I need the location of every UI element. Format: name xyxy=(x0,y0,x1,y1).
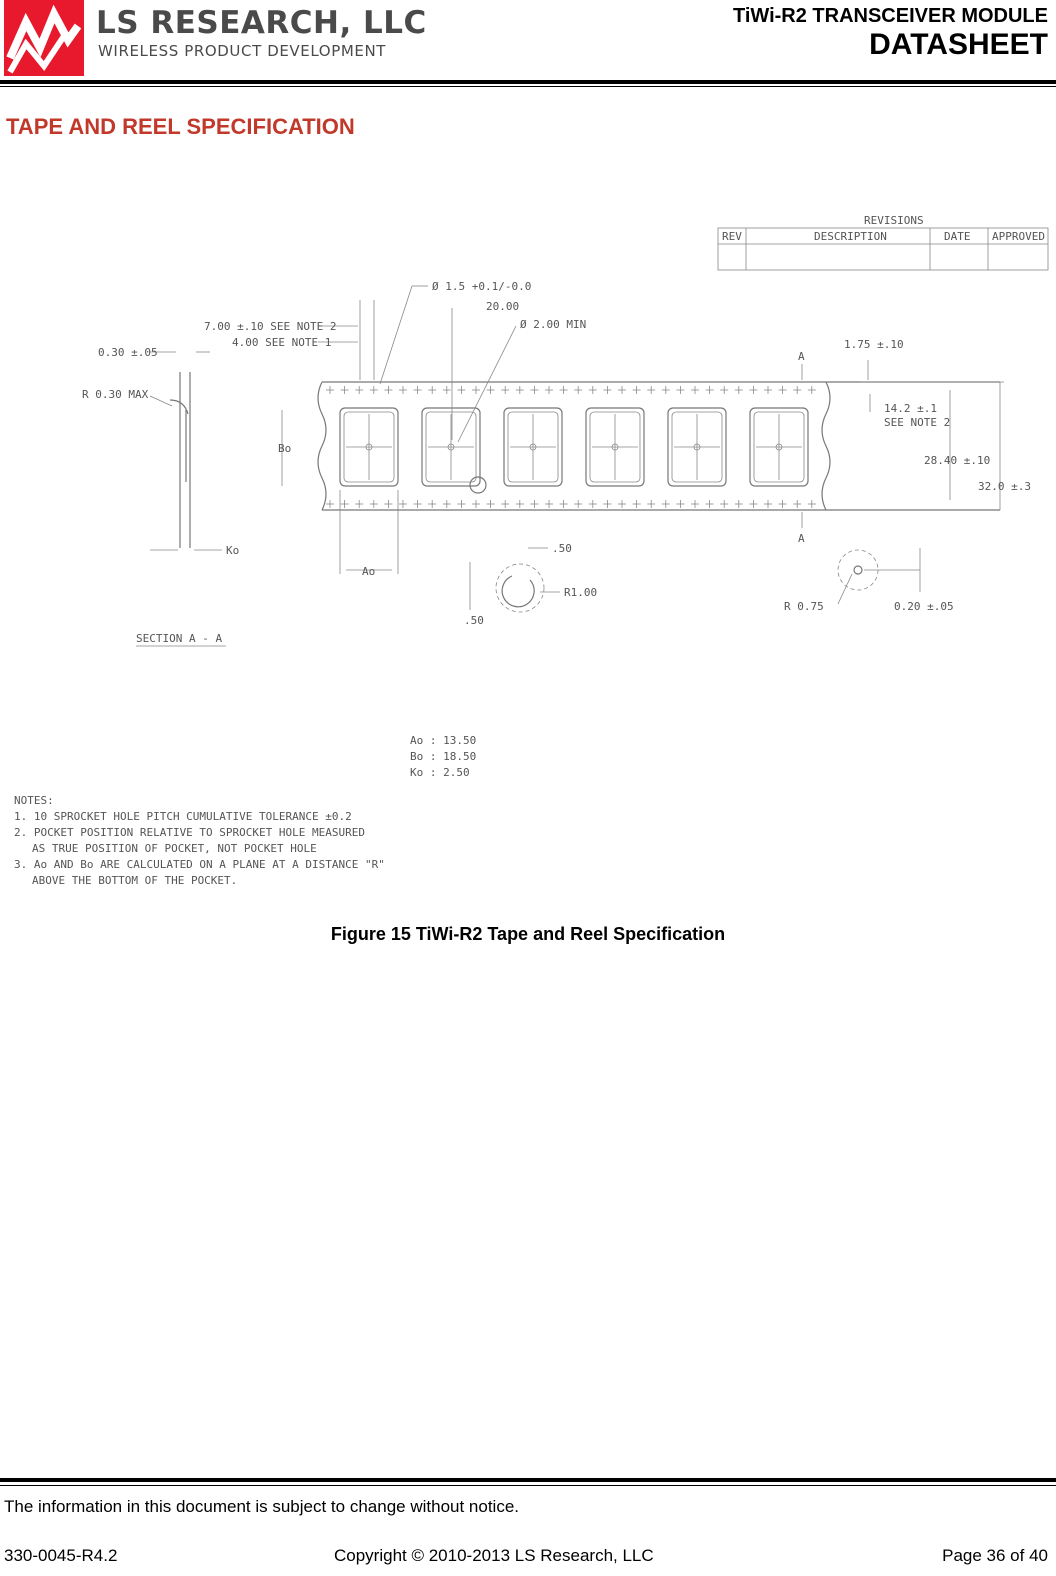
dim-radius-max: R 0.30 MAX xyxy=(82,388,149,401)
sprocket-hole xyxy=(414,386,422,394)
sprocket-hole xyxy=(618,500,626,508)
sprocket-hole xyxy=(487,386,495,394)
sprocket-hole xyxy=(603,500,611,508)
doc-number: 330-0045-R4.2 xyxy=(4,1546,118,1565)
sprocket-hole xyxy=(457,386,465,394)
section-label: SECTION A - A xyxy=(136,632,223,645)
sprocket-hole xyxy=(472,500,480,508)
sprocket-hole xyxy=(530,386,538,394)
pockets xyxy=(340,408,808,486)
sprocket-hole xyxy=(764,500,772,508)
dim-0-20: 0.20 ±.05 xyxy=(894,600,954,613)
sprocket-hole xyxy=(676,500,684,508)
section-profile xyxy=(82,346,239,646)
sprocket-hole xyxy=(443,386,451,394)
sprocket-hole xyxy=(560,500,568,508)
sprocket-hole xyxy=(706,500,714,508)
dim-32: 32.0 ±.3 xyxy=(978,480,1031,493)
rev-col: REV xyxy=(722,230,742,243)
notes-title: NOTES: xyxy=(14,794,54,807)
sprocket-hole xyxy=(720,500,728,508)
sprocket-hole xyxy=(428,386,436,394)
page-number: Page 36 of 40 xyxy=(942,1546,1048,1565)
value-ko: Ko : 2.50 xyxy=(410,766,470,779)
dim-14-2: 14.2 ±.1 xyxy=(884,402,937,415)
sprocket-hole xyxy=(399,386,407,394)
approved-col: APPROVED xyxy=(992,230,1045,243)
pocket xyxy=(586,408,644,486)
sprocket-hole xyxy=(355,500,363,508)
dim-r075: R 0.75 xyxy=(784,600,824,613)
sprocket-hole xyxy=(341,500,349,508)
sprocket-hole xyxy=(370,386,378,394)
sprocket-hole xyxy=(341,386,349,394)
description-col: DESCRIPTION xyxy=(814,230,887,243)
note-2: 2. POCKET POSITION RELATIVE TO SPROCKET HOLE MEASURED xyxy=(14,826,365,839)
date-col: DATE xyxy=(944,230,971,243)
sprocket-hole xyxy=(545,500,553,508)
section-heading: TAPE AND REEL SPECIFICATION xyxy=(6,114,355,139)
header-rule xyxy=(0,80,1056,84)
dim-note2: SEE NOTE 2 xyxy=(884,416,951,429)
note-1: 1. 10 SPROCKET HOLE PITCH CUMULATIVE TOLERANCE ±0.2 xyxy=(14,810,352,823)
dim-20: 20.00 xyxy=(486,300,520,313)
pocket xyxy=(422,408,480,486)
sprocket-hole xyxy=(779,500,787,508)
sprocket-hole xyxy=(647,500,655,508)
company-tagline: WIRELESS PRODUCT DEVELOPMENT xyxy=(98,42,387,60)
sprocket-hole xyxy=(545,386,553,394)
sprocket-hole xyxy=(516,500,524,508)
note-3-cont: ABOVE THE BOTTOM OF THE POCKET. xyxy=(32,874,238,887)
pocket xyxy=(504,408,562,486)
pocket xyxy=(668,408,726,486)
value-ao: Ao : 13.50 xyxy=(410,734,477,747)
sprocket-hole xyxy=(779,386,787,394)
footer-notice: The information in this document is subject to change without notice. xyxy=(4,1497,520,1516)
sprocket-hole xyxy=(647,386,655,394)
revisions-table xyxy=(718,214,1048,270)
document-title xyxy=(733,4,1048,62)
sprocket-hole xyxy=(735,500,743,508)
sprocket-hole xyxy=(589,500,597,508)
sprocket-hole xyxy=(326,500,334,508)
pocket xyxy=(750,408,808,486)
sprocket-hole xyxy=(530,500,538,508)
sprocket-hole xyxy=(589,386,597,394)
dim-0-50-b: .50 xyxy=(464,614,484,627)
dim-ao: Ao xyxy=(362,565,376,578)
sprocket-hole xyxy=(793,500,801,508)
sprocket-hole xyxy=(720,386,728,394)
sprocket-hole xyxy=(501,386,509,394)
tape-reel-drawing xyxy=(0,200,1056,910)
copyright: Copyright © 2010-2013 LS Research, LLC xyxy=(334,1546,654,1565)
dim-ko: Ko xyxy=(226,544,240,557)
dim-0-50-a: .50 xyxy=(552,542,572,555)
sprocket-hole xyxy=(574,500,582,508)
sprocket-hole xyxy=(399,500,407,508)
sprocket-hole xyxy=(414,500,422,508)
doc-type: DATASHEET xyxy=(869,28,1048,61)
sprocket-hole xyxy=(793,386,801,394)
dim-r1: R1.00 xyxy=(564,586,598,599)
sprocket-hole xyxy=(676,386,684,394)
sprocket-hole xyxy=(472,386,480,394)
sprocket-hole xyxy=(808,500,816,508)
sprocket-hole xyxy=(764,386,772,394)
sprocket-hole xyxy=(662,500,670,508)
dim-edge: 1.75 ±.10 xyxy=(844,338,904,351)
drawing-notes xyxy=(14,794,385,887)
pocket xyxy=(340,408,398,486)
sprocket-hole xyxy=(560,386,568,394)
header-rule-thin xyxy=(0,86,1056,87)
sprocket-hole xyxy=(735,386,743,394)
note-2-cont: AS TRUE POSITION OF POCKET, NOT POCKET HOLE xyxy=(32,842,317,855)
sprocket-hole xyxy=(691,500,699,508)
sprocket-hole xyxy=(370,500,378,508)
sprocket-hole xyxy=(384,386,392,394)
sprocket-hole xyxy=(706,386,714,394)
dim-thickness: 0.30 ±.05 xyxy=(98,346,158,359)
sprocket-holes-bottom xyxy=(326,500,816,508)
company-name: LS RESEARCH, LLC xyxy=(96,5,427,41)
dim-28-4: 28.40 ±.10 xyxy=(924,454,991,467)
sprocket-hole xyxy=(749,386,757,394)
sprocket-hole xyxy=(691,386,699,394)
pocket-values xyxy=(410,734,476,779)
dim-hole-pitch: 4.00 SEE NOTE 1 xyxy=(232,336,332,349)
sprocket-hole xyxy=(516,386,524,394)
sprocket-hole xyxy=(633,500,641,508)
sprocket-holes-top xyxy=(326,386,816,394)
company-logo xyxy=(4,0,84,76)
value-bo: Bo : 18.50 xyxy=(410,750,477,763)
section-mark-a2: A xyxy=(798,532,805,545)
sprocket-hole xyxy=(326,386,334,394)
module-title: TiWi-R2 TRANSCEIVER MODULE xyxy=(732,5,1048,27)
sprocket-hole xyxy=(574,386,582,394)
dim-pitch: 7.00 ±.10 SEE NOTE 2 xyxy=(204,320,337,333)
sprocket-hole xyxy=(443,500,451,508)
note-3: 3. Ao AND Bo ARE CALCULATED ON A PLANE AT A DISTANCE "R" xyxy=(14,858,385,871)
section-mark-a1: A xyxy=(798,350,805,363)
sprocket-hole xyxy=(428,500,436,508)
sprocket-hole xyxy=(384,500,392,508)
sprocket-hole xyxy=(501,500,509,508)
sprocket-hole xyxy=(749,500,757,508)
sprocket-hole xyxy=(603,386,611,394)
dim-pocket-hole: Ø 2.00 MIN xyxy=(520,318,587,331)
footer-rule xyxy=(0,1478,1056,1482)
sprocket-hole xyxy=(618,386,626,394)
sprocket-hole xyxy=(457,500,465,508)
dimension-callouts xyxy=(204,280,1031,627)
sprocket-hole xyxy=(633,386,641,394)
footer-rule-thin xyxy=(0,1485,1056,1486)
sprocket-hole xyxy=(355,386,363,394)
sprocket-hole xyxy=(662,386,670,394)
revisions-title: REVISIONS xyxy=(864,214,924,227)
sprocket-hole xyxy=(487,500,495,508)
dim-bo: Bo xyxy=(278,442,292,455)
dim-hole-dia: Ø 1.5 +0.1/-0.0 xyxy=(432,280,532,293)
figure-caption: Figure 15 TiWi-R2 Tape and Reel Specification xyxy=(330,924,726,944)
sprocket-hole xyxy=(808,386,816,394)
